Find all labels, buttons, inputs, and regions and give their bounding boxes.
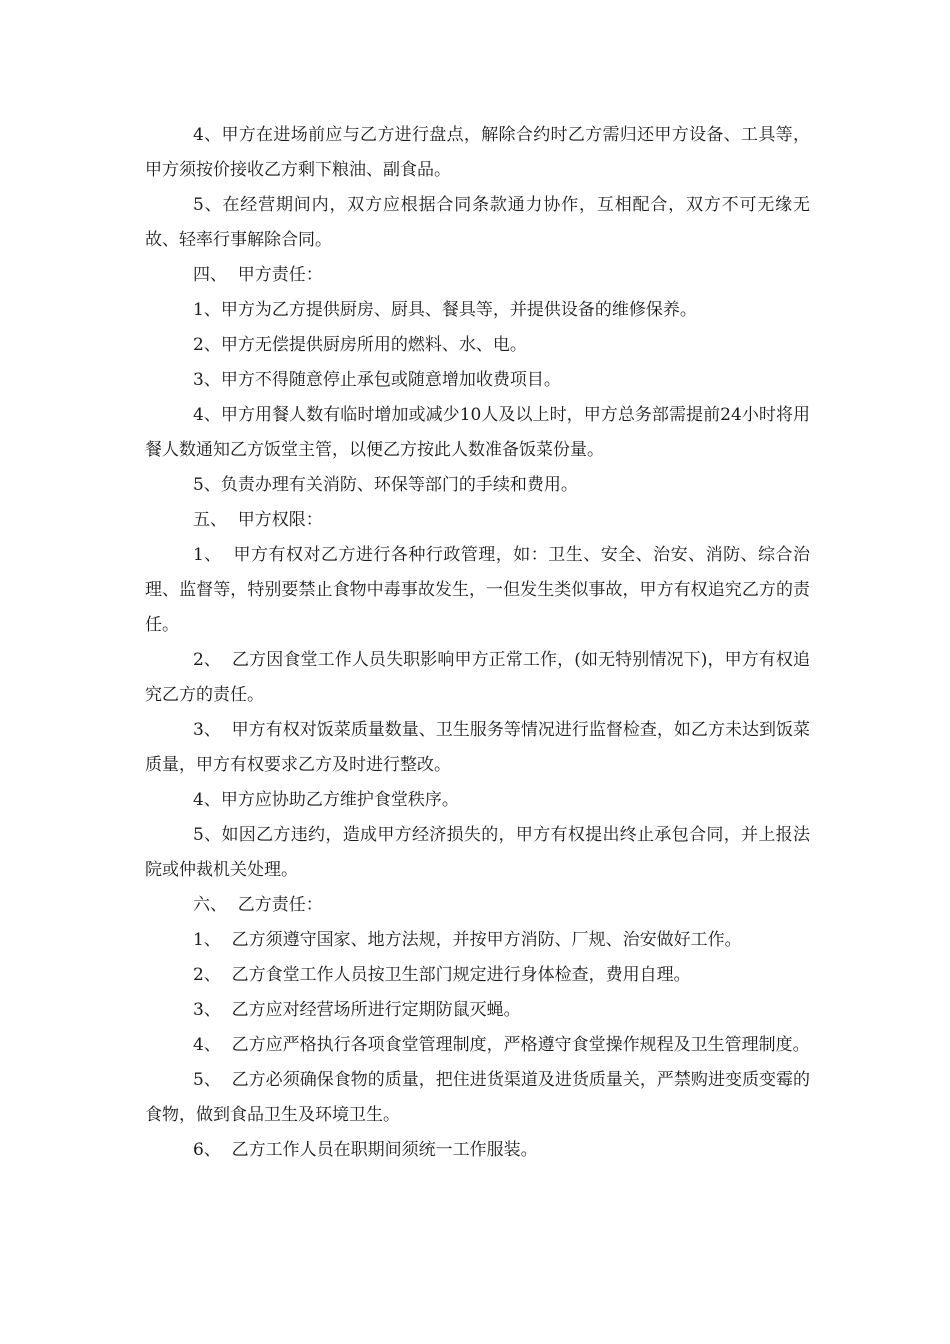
section-heading-party-b-responsibilities: 六、 乙方责任：	[193, 895, 323, 915]
clause-4-item-2: 2、甲方无偿提供厨房所用的燃料、水、电。	[193, 335, 527, 355]
clause-4-item-5: 5、负责办理有关消防、环保等部门的手续和费用。	[193, 475, 578, 495]
clause-3-item-4: 4、甲方在进场前应与乙方进行盘点，解除合约时乙方需归还甲方设备、工具等，甲方须按价接收乙方剩下粮油、副食品。	[145, 125, 810, 180]
clause-5-item-1: 1、 甲方有权对乙方进行各种行政管理，如：卫生、安全、治安、消防、综合治理、监督等，特别要禁止食物中毒事故发生，一但发生类似事故，甲方有权追究乙方的责任。	[145, 545, 810, 635]
clause-6-item-6: 6、 乙方工作人员在职期间须统一工作服装。	[193, 1140, 538, 1160]
clause-5-item-2: 2、 乙方因食堂工作人员失职影响甲方正常工作，(如无特别情况下)，甲方有权追究乙方的责任。	[145, 650, 810, 705]
clause-3-item-5: 5、在经营期间内，双方应根据合同条款通力协作，互相配合，双方不可无缘无故、轻率行事解除合同。	[145, 195, 810, 250]
clause-4-item-1: 1、甲方为乙方提供厨房、厨具、餐具等，并提供设备的维修保养。	[193, 300, 697, 320]
clause-5-item-3: 3、 甲方有权对饭菜质量数量、卫生服务等情况进行监督检查，如乙方未达到饭菜质量，甲方有权要求乙方及时进行整改。	[145, 720, 810, 775]
clause-6-item-2: 2、 乙方食堂工作人员按卫生部门规定进行身体检查，费用自理。	[193, 965, 691, 985]
clause-4-item-3: 3、甲方不得随意停止承包或随意增加收费项目。	[193, 370, 561, 390]
clause-4-item-4: 4、甲方用餐人数有临时增加或减少10人及以上时，甲方总务部需提前24小时将用餐人数通知乙方饭堂主管，以便乙方按此人数准备饭菜份量。	[145, 405, 810, 460]
section-heading-party-a-responsibilities: 四、 甲方责任：	[193, 265, 323, 285]
clause-5-item-4: 4、甲方应协助乙方维护食堂秩序。	[193, 790, 459, 810]
clause-5-item-5: 5、如因乙方违约，造成甲方经济损失的，甲方有权提出终止承包合同，并上报法院或仲裁机关处理。	[145, 825, 810, 880]
section-heading-party-a-rights: 五、 甲方权限：	[193, 510, 323, 530]
contract-body	[145, 118, 810, 1168]
clause-6-item-3: 3、 乙方应对经营场所进行定期防鼠灭蝇。	[193, 1000, 521, 1020]
clause-6-item-1: 1、 乙方须遵守国家、地方法规，并按甲方消防、厂规、治安做好工作。	[193, 930, 742, 950]
clause-6-item-4: 4、 乙方应严格执行各项食堂管理制度，严格遵守食堂操作规程及卫生管理制度。	[193, 1035, 810, 1055]
clause-6-item-5: 5、 乙方必须确保食物的质量，把住进货渠道及进货质量关，严禁购进变质变霉的食物，做到食品卫生及环境卫生。	[145, 1070, 810, 1125]
